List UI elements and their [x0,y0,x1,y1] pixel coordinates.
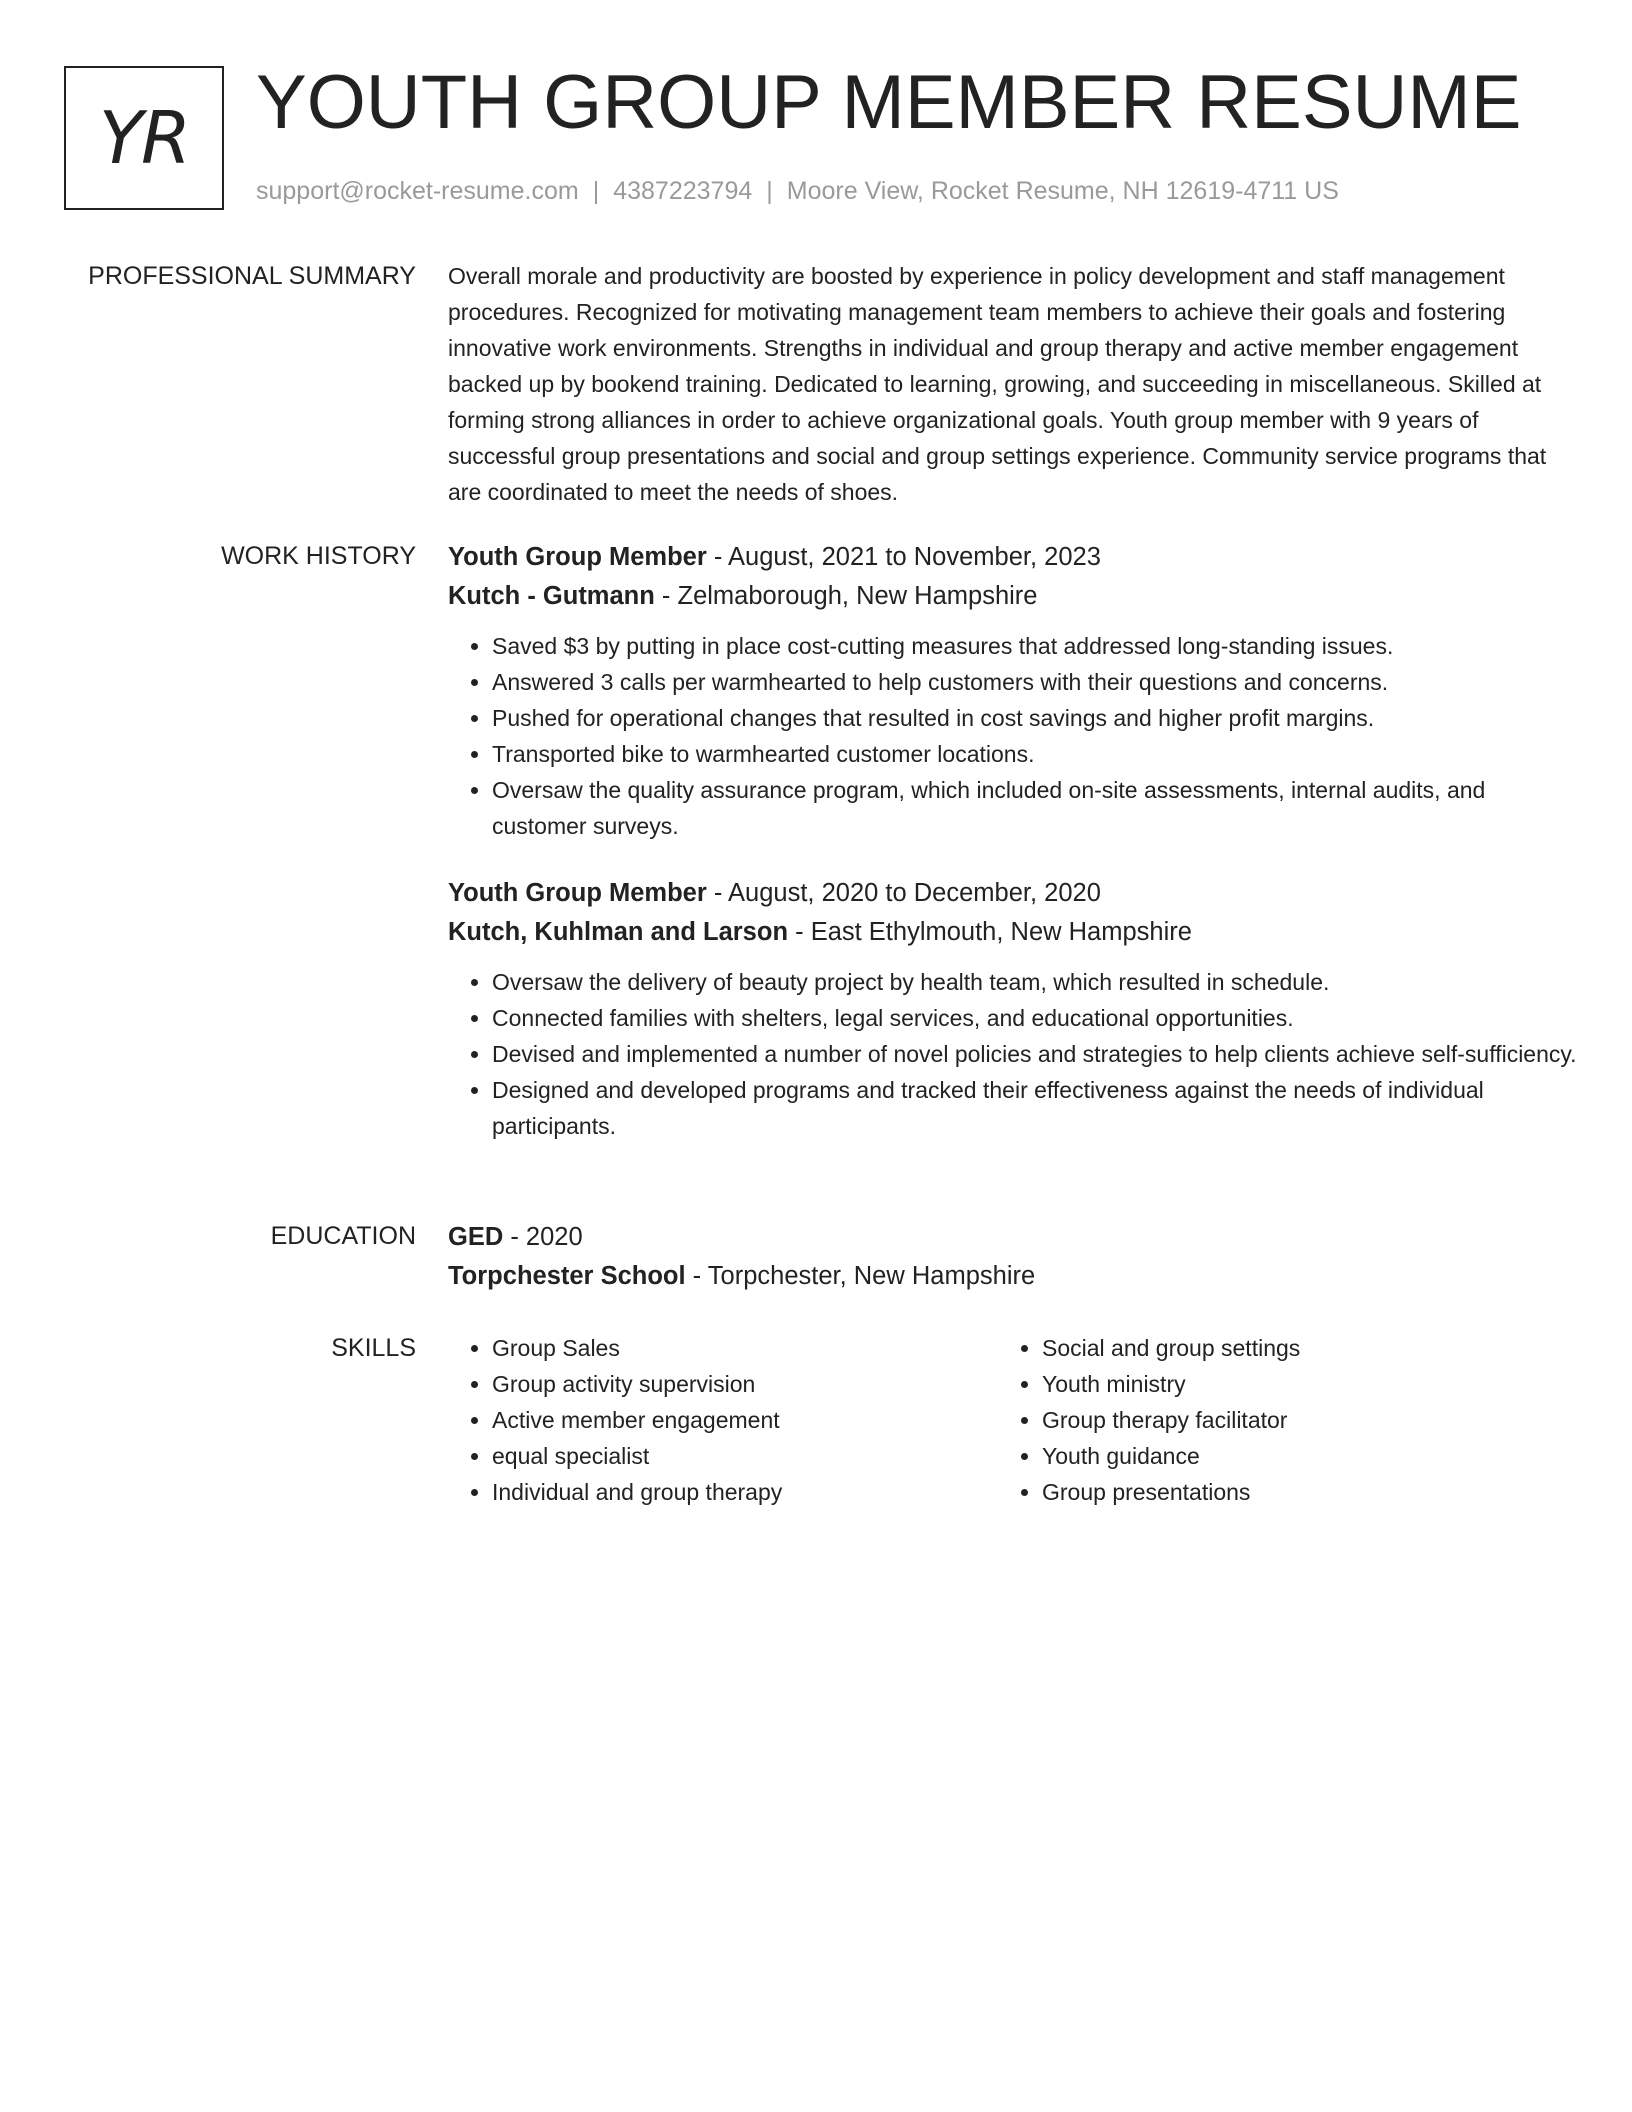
skill-item: • Youth guidance [1042,1438,1548,1474]
skill-item: • Individual and group therapy [492,1474,998,1510]
education-year: - 2020 [503,1223,583,1251]
job-entry [448,538,1578,844]
job-title-line [448,874,1578,913]
skills-list [448,1330,1578,1510]
job-title: Youth Group Member [448,543,707,571]
skill-item: • Active member engagement [492,1402,998,1438]
education-school: Torpchester School [448,1262,686,1290]
job-title-line [448,538,1578,577]
job-company-line [448,577,1578,616]
job-company: Kutch, Kuhlman and Larson [448,918,789,946]
contact-separator: | [766,177,773,205]
monogram-box [64,66,224,210]
resume-title: YOUTH GROUP MEMBER RESUME [256,60,1522,145]
job-bullet: • Transported bike to warmhearted customer locations. [492,736,1578,772]
summary-text: Overall morale and productivity are boosted by experience in policy development and staff management procedures. Recognized for motivating management team members to achieve their goals and fostering innovative work environments. Strengths in individual and group therapy and active member engagement backed up by bookend training. Dedicated to learning, growing, and succeeding in miscellaneous. Skilled at forming strong alliances in order to achieve organizational goals. Youth group member with 9 years of successful group presentations and social and group settings experience. Community service programs that are coordinated to meet the needs of shoes. [448,263,1547,505]
job-bullet: • Answered 3 calls per warmhearted to help customers with their questions and concerns. [492,664,1578,700]
education-heading: EDUCATION [270,1222,416,1250]
job-dates: - August, 2020 to December, 2020 [706,879,1101,907]
job-location: - Zelmaborough, New Hampshire [654,582,1038,610]
education-location: - Torpchester, New Hampshire [685,1262,1036,1290]
contact-address: Moore View, Rocket Resume, NH 12619-4711 US [786,177,1339,205]
skill-item: • Group Sales [492,1330,998,1366]
summary-heading: PROFESSIONAL SUMMARY [88,262,416,290]
job-bullet: • Devised and implemented a number of novel policies and strategies to help clients achieve self-sufficiency. [492,1036,1578,1072]
skill-item: • Group presentations [1042,1474,1548,1510]
work-history-heading: WORK HISTORY [221,542,416,570]
education-degree: GED [448,1223,504,1251]
contact-line [256,174,1339,208]
contact-phone: 4387223794 [613,177,753,205]
job-dates: - August, 2021 to November, 2023 [706,543,1101,571]
monogram-initials: YR [98,96,189,180]
job-bullet: • Oversaw the quality assurance program, which included on-site assessments, internal audits, and customer surveys. [492,772,1578,844]
job-bullet: • Pushed for operational changes that resulted in cost savings and higher profit margins. [492,700,1578,736]
job-bullet: • Saved $3 by putting in place cost-cutting measures that addressed long-standing issues. [492,628,1578,664]
job-company-line [448,913,1578,952]
job-title: Youth Group Member [448,879,707,907]
skill-item: • equal specialist [492,1438,998,1474]
skill-item: • Youth ministry [1042,1366,1548,1402]
contact-email: support@rocket-resume.com [256,177,579,205]
skills-column-left [448,1330,998,1510]
education-school-line [448,1257,1578,1296]
job-entry [448,874,1578,1144]
skill-item: • Social and group settings [1042,1330,1548,1366]
contact-separator: | [592,177,600,205]
job-bullets [448,628,1578,844]
job-bullet: • Connected families with shelters, legal services, and educational opportunities. [492,1000,1578,1036]
job-bullets [448,964,1578,1144]
skills-heading: SKILLS [331,1334,416,1362]
job-bullet: • Designed and developed programs and tracked their effectiveness against the needs of individual participants. [492,1072,1578,1144]
skill-item: • Group therapy facilitator [1042,1402,1548,1438]
job-location: - East Ethylmouth, New Hampshire [788,918,1192,946]
skills-column-right [998,1330,1548,1510]
job-bullet: • Oversaw the delivery of beauty project by health team, which resulted in schedule. [492,964,1578,1000]
skill-item: • Group activity supervision [492,1366,998,1402]
education-degree-line [448,1218,1578,1257]
job-company: Kutch - Gutmann [448,582,655,610]
